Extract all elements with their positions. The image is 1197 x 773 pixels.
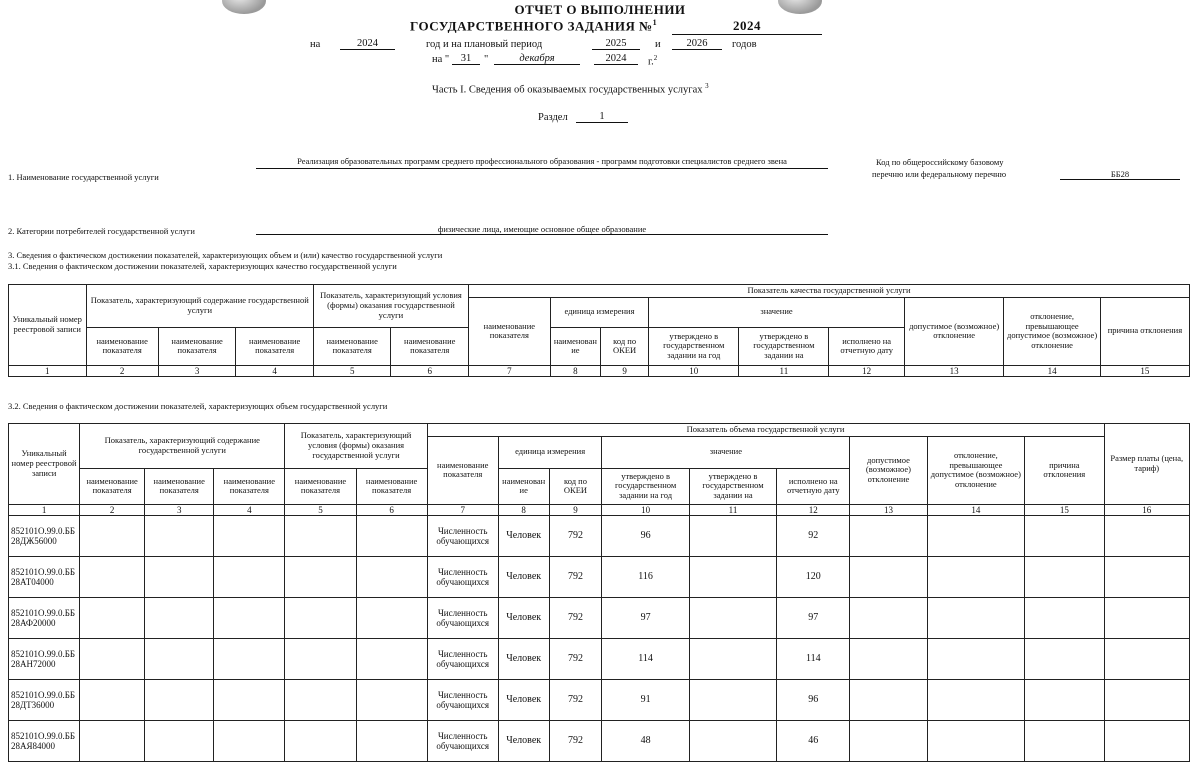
scan-artifact: [222, 0, 266, 14]
column-number: 9: [549, 504, 602, 515]
okei-header: код по ОКЕИ: [601, 327, 649, 365]
done-value: 46: [777, 721, 850, 762]
years-label: годов: [732, 39, 757, 50]
done-header: исполнено на отчетную дату: [829, 327, 904, 365]
condition-cell: [356, 680, 427, 721]
column-number: 7: [468, 365, 550, 376]
service-label: 1. Наименование государственной услуги: [8, 172, 159, 182]
content-cell: [145, 680, 214, 721]
unit-name: Человек: [498, 721, 549, 762]
registry-code: 852101О.99.0.ББ28ДЖ56000: [9, 516, 80, 557]
column-number: 13: [904, 365, 1004, 376]
column-number: 16: [1104, 504, 1190, 515]
indicator-name: Численность обучающихся: [427, 639, 498, 680]
column-number: 11: [689, 504, 776, 515]
sub-name-header: наименование показателя: [236, 327, 314, 365]
year: 2024: [340, 38, 395, 50]
conditions-group-header: Показатель, характеризующий условия (формы) оказания государственной услуги: [313, 285, 468, 328]
approved-date-header: утверждено в государственном задании на: [689, 468, 776, 504]
approved-year-header: утверждено в государственном задании на год: [602, 468, 689, 504]
value-group-header: значение: [649, 297, 905, 327]
and-label: и: [655, 39, 661, 50]
condition-cell: [285, 721, 356, 762]
okei-header: код по ОКЕИ: [549, 468, 602, 504]
exceed-deviation: [927, 598, 1025, 639]
exceed-header: отклонение, превышающее допустимое (возможное) отклонение: [927, 436, 1025, 504]
unit-name: Человек: [498, 557, 549, 598]
conditions-group-header: Показатель, характеризующий условия (формы) оказания государственной услуги: [285, 424, 427, 469]
indicator-name: Численность обучающихся: [427, 557, 498, 598]
okei-code: 792: [549, 516, 602, 557]
exceed-deviation: [927, 557, 1025, 598]
condition-cell: [285, 557, 356, 598]
column-number: 2: [86, 365, 158, 376]
section-label: Раздел: [538, 112, 568, 123]
unit-name-header: наименован ие: [498, 468, 549, 504]
allowed-deviation: [850, 639, 927, 680]
fee-value: [1104, 516, 1190, 557]
column-number: 3: [145, 504, 214, 515]
section-number: 1: [576, 111, 628, 123]
task-year: 2024: [672, 18, 822, 35]
column-number: 1: [9, 504, 80, 515]
approved-value: 114: [602, 639, 689, 680]
column-number: 14: [927, 504, 1025, 515]
column-number: 1: [9, 365, 87, 376]
deviation-reason: [1025, 680, 1104, 721]
content-cell: [145, 598, 214, 639]
date-prefix: на ": [432, 54, 450, 65]
content-cell: [214, 598, 285, 639]
date-quote: ": [484, 54, 489, 65]
section3-title: 3. Сведения о фактическом достижении показателей, характеризующих объем и (или) качество государственной услуги: [8, 250, 443, 260]
content-cell: [80, 639, 145, 680]
unit-name: Человек: [498, 639, 549, 680]
registry-code: 852101О.99.0.ББ28АФ20000: [9, 598, 80, 639]
plan-year1: 2025: [592, 38, 640, 50]
report-title-line2: ГОСУДАРСТВЕННОГО ЗАДАНИЯ №$^1$: [410, 18, 658, 34]
registry-code: 852101О.99.0.ББ28АН72000: [9, 639, 80, 680]
plan-label: год и на плановый период: [426, 39, 543, 50]
done-value: 114: [777, 639, 850, 680]
content-group-header: Показатель, характеризующий содержание государственной услуги: [86, 285, 313, 328]
indicator-name: Численность обучающихся: [427, 721, 498, 762]
okei-code: 792: [549, 639, 602, 680]
content-cell: [214, 557, 285, 598]
service-name: Реализация образовательных программ среднего профессионального образования - программ подготовки специалистов среднего звена: [256, 156, 828, 169]
sub-name-header: наименование показателя: [145, 468, 214, 504]
okei-code: 792: [549, 557, 602, 598]
condition-cell: [285, 598, 356, 639]
sub-name-header: наименование показателя: [158, 327, 236, 365]
column-number: 8: [550, 365, 600, 376]
column-number: 2: [80, 504, 145, 515]
fee-value: [1104, 680, 1190, 721]
allowed-deviation: [850, 721, 927, 762]
reason-header: причина отклонения: [1100, 297, 1189, 365]
approved-value: 48: [602, 721, 689, 762]
condition-cell: [356, 516, 427, 557]
deviation-reason: [1025, 721, 1104, 762]
fee-value: [1104, 598, 1190, 639]
content-cell: [145, 557, 214, 598]
approved-date-value: [689, 557, 776, 598]
table-row: [9, 680, 1190, 721]
condition-cell: [356, 639, 427, 680]
service-code: ББ28: [1060, 169, 1180, 180]
unit-name-header: наименован ие: [550, 327, 600, 365]
column-number: 6: [391, 365, 469, 376]
registry-code: 852101О.99.0.ББ28АЯ84000: [9, 721, 80, 762]
indicator-name: Численность обучающихся: [427, 516, 498, 557]
condition-cell: [285, 516, 356, 557]
content-cell: [80, 598, 145, 639]
exceed-header: отклонение, превышающее допустимое (возможное) отклонение: [1004, 297, 1100, 365]
done-value: 96: [777, 680, 850, 721]
section32-title: 3.2. Сведения о фактическом достижении показателей, характеризующих объем государственной услуги: [8, 401, 388, 411]
approved-date-value: [689, 680, 776, 721]
column-number: 10: [602, 504, 689, 515]
content-cell: [80, 516, 145, 557]
approved-value: 97: [602, 598, 689, 639]
column-number: 8: [498, 504, 549, 515]
approved-date-value: [689, 639, 776, 680]
table-row: [9, 598, 1190, 639]
content-cell: [214, 639, 285, 680]
sub-name-header: наименование показателя: [285, 468, 356, 504]
column-number: 4: [236, 365, 314, 376]
report-title-line1: ОТЧЕТ О ВЫПОЛНЕНИИ: [514, 2, 686, 17]
allowed-deviation: [850, 680, 927, 721]
done-header: исполнено на отчетную дату: [777, 468, 850, 504]
approved-year-header: утверждено в государственном задании на год: [649, 327, 739, 365]
column-number: 12: [829, 365, 904, 376]
column-number: 3: [158, 365, 236, 376]
approved-value: 116: [602, 557, 689, 598]
indicator-name-header: наименование показателя: [468, 297, 550, 365]
allowed-header: допустимое (возможное) отклонение: [904, 297, 1004, 365]
column-number: 15: [1025, 504, 1104, 515]
unit-group-header: единица измерения: [498, 436, 602, 468]
fee-value: [1104, 721, 1190, 762]
exceed-deviation: [927, 721, 1025, 762]
volume-table: [8, 423, 1190, 762]
column-number: 11: [739, 365, 829, 376]
sub-name-header: наименование показателя: [356, 468, 427, 504]
done-value: 97: [777, 598, 850, 639]
exceed-deviation: [927, 639, 1025, 680]
content-cell: [145, 516, 214, 557]
table-row: [9, 639, 1190, 680]
content-cell: [145, 639, 214, 680]
date-day: 31: [452, 53, 480, 65]
content-cell: [145, 721, 214, 762]
exceed-deviation: [927, 680, 1025, 721]
unit-name: Человек: [498, 680, 549, 721]
date-month: декабря: [494, 53, 580, 65]
content-group-header: Показатель, характеризующий содержание государственной услуги: [80, 424, 285, 469]
column-number: 7: [427, 504, 498, 515]
done-value: 120: [777, 557, 850, 598]
column-number: 9: [601, 365, 649, 376]
okei-code: 792: [549, 598, 602, 639]
condition-cell: [356, 557, 427, 598]
deviation-reason: [1025, 516, 1104, 557]
reason-header: причина отклонения: [1025, 436, 1104, 504]
unique-header: Уникальный номер реестровой записи: [9, 424, 80, 505]
table-row: [9, 516, 1190, 557]
approved-value: 96: [602, 516, 689, 557]
content-cell: [80, 680, 145, 721]
allowed-deviation: [850, 516, 927, 557]
sub-name-header: наименование показателя: [313, 327, 391, 365]
fee-value: [1104, 557, 1190, 598]
part-title: Часть I. Сведения об оказываемых государственных услугах $^3$: [432, 82, 709, 96]
sub-name-header: наименование показателя: [80, 468, 145, 504]
column-number: 12: [777, 504, 850, 515]
fee-header: Размер платы (цена, тариф): [1104, 424, 1190, 505]
column-number: 6: [356, 504, 427, 515]
okei-code: 792: [549, 680, 602, 721]
allowed-deviation: [850, 598, 927, 639]
quality-group-header: Показатель качества государственной услуги: [468, 285, 1189, 298]
done-value: 92: [777, 516, 850, 557]
approved-date-value: [689, 516, 776, 557]
indicator-name-header: наименование показателя: [427, 436, 498, 504]
date-suffix: г.$^2$: [648, 54, 658, 68]
allowed-deviation: [850, 557, 927, 598]
unit-group-header: единица измерения: [550, 297, 648, 327]
table-row: [9, 721, 1190, 762]
indicator-name: Численность обучающихся: [427, 680, 498, 721]
column-number: 15: [1100, 365, 1189, 376]
column-number: 10: [649, 365, 739, 376]
fee-value: [1104, 639, 1190, 680]
deviation-reason: [1025, 598, 1104, 639]
column-number: 5: [313, 365, 391, 376]
column-number: 14: [1004, 365, 1100, 376]
date-year: 2024: [594, 53, 638, 65]
sub-name-header: наименование показателя: [86, 327, 158, 365]
registry-code: 852101О.99.0.ББ28АТ04000: [9, 557, 80, 598]
code-label-line1: Код по общероссийскому базовому: [876, 157, 1004, 167]
indicator-name: Численность обучающихся: [427, 598, 498, 639]
content-cell: [214, 516, 285, 557]
unique-header: Уникальный номер реестровой записи: [9, 285, 87, 366]
registry-code: 852101О.99.0.ББ28ДТ36000: [9, 680, 80, 721]
value-group-header: значение: [602, 436, 850, 468]
consumers-value: физические лица, имеющие основное общее образование: [256, 224, 828, 235]
allowed-header: допустимое (возможное) отклонение: [850, 436, 927, 504]
section31-title: 3.1. Сведения о фактическом достижении показателей, характеризующих качество государственной услуги: [8, 261, 397, 271]
code-label-line2: перечню или федеральному перечню: [872, 169, 1007, 179]
sub-name-header: наименование показателя: [214, 468, 285, 504]
condition-cell: [356, 598, 427, 639]
plan-year2: 2026: [672, 38, 722, 50]
condition-cell: [285, 639, 356, 680]
approved-date-value: [689, 721, 776, 762]
table-row: [9, 557, 1190, 598]
condition-cell: [356, 721, 427, 762]
column-number: 4: [214, 504, 285, 515]
quality-table: [8, 284, 1190, 377]
deviation-reason: [1025, 639, 1104, 680]
exceed-deviation: [927, 516, 1025, 557]
content-cell: [214, 721, 285, 762]
deviation-reason: [1025, 557, 1104, 598]
approved-value: 91: [602, 680, 689, 721]
content-cell: [214, 680, 285, 721]
na-label: на: [310, 39, 321, 50]
volume-group-header: Показатель объема государственной услуги: [427, 424, 1104, 437]
approved-date-header: утверждено в государственном задании на: [739, 327, 829, 365]
sub-name-header: наименование показателя: [391, 327, 469, 365]
okei-code: 792: [549, 721, 602, 762]
unit-name: Человек: [498, 516, 549, 557]
column-number: 13: [850, 504, 927, 515]
column-number: 5: [285, 504, 356, 515]
content-cell: [80, 557, 145, 598]
consumers-label: 2. Категории потребителей государственной услуги: [8, 226, 195, 236]
unit-name: Человек: [498, 598, 549, 639]
condition-cell: [285, 680, 356, 721]
content-cell: [80, 721, 145, 762]
approved-date-value: [689, 598, 776, 639]
